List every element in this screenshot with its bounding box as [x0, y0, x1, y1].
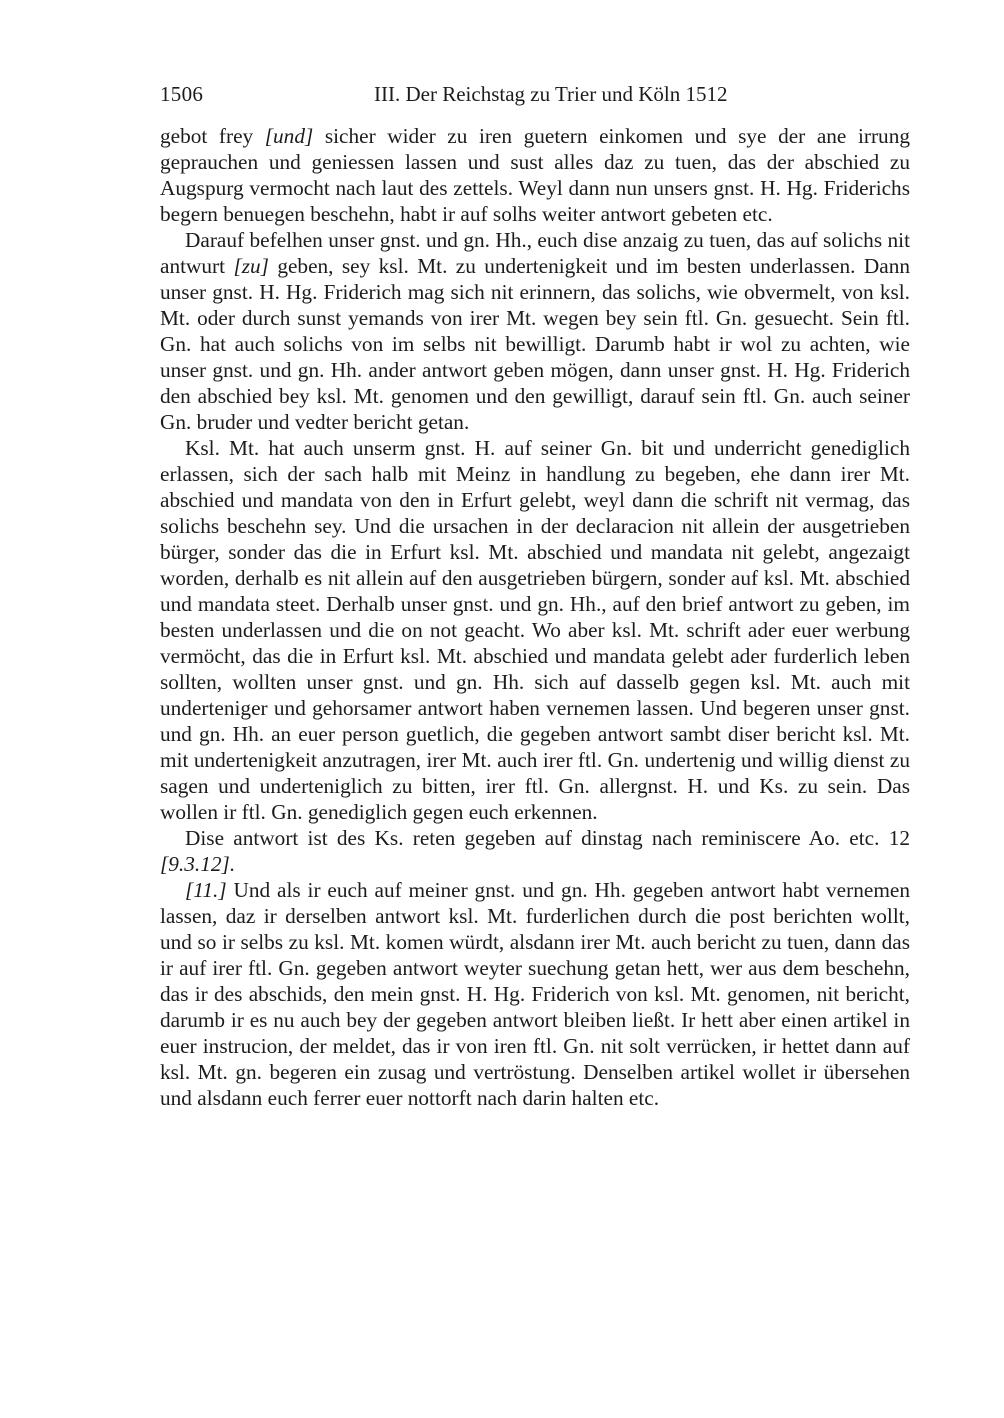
paragraph [160, 123, 910, 227]
paragraph [160, 877, 910, 1111]
text-run: Und als ir euch auf meiner gnst. und gn. Hh. gegeben antwort habt vernemen lassen, daz ir derselben antwort ksl. Mt. furderlichen durch die post berichten wollt, und so ir selbs zu ksl. Mt. komen würdt, alsdann irer Mt. auch bericht zu tuen, dann das ir auf irer ftl. Gn. gegeben antwort weyter suechung getan hett, wer aus dem beschehn, das ir des abschids, den mein gnst. H. Hg. Friderich von ksl. Mt. genomen, nit bericht, darumb ir es nu auch bey der gegeben antwort bleiben ließt. Ir hett aber einen artikel in euer instrucion, der meldet, das ir von iren ftl. Gn. nit solt verrücken, ir hettet dann auf ksl. Mt. gn. begeren ein zusag und vertröstung. Denselben artikel wollet ir übersehen und alsdann euch ferrer euer nottorft nach darin halten etc. [160, 878, 910, 1110]
text-run: sicher wider zu iren guetern einkomen und sye der ane irrung geprauchen und geniessen lassen und sust alles daz zu tuen, das der abschied zu Augspurg vermocht nach laut des zettels. Weyl dann nun unsers gnst. H. Hg. Friderichs begern benuegen beschehn, habt ir auf solhs weiter antwort gebeten etc. [160, 124, 910, 226]
editorial-date: [9.3.12]. [160, 852, 236, 876]
text-run: Darauf befelhen unser gnst. und gn. Hh., euch dise anzaig zu tuen, das auf solichs nit antwurt [160, 228, 910, 278]
running-title: III. Der Reichstag zu Trier und Köln 1512 [374, 82, 728, 106]
section-number: [11.] [185, 878, 227, 902]
editorial-insertion: [zu] [233, 254, 269, 278]
paragraph [160, 227, 910, 435]
body-text [160, 123, 910, 1111]
paragraph [160, 435, 910, 825]
page-header [160, 80, 910, 110]
text-run: gebot frey [160, 124, 265, 148]
text-run: Dise antwort ist des Ks. reten gegeben auf dinstag nach reminiscere Ao. etc. 12 [185, 826, 910, 850]
text-run: Ksl. Mt. hat auch unserm gnst. H. auf seiner Gn. bit und underricht genediglich erlassen, sich der sach halb mit Meinz in handlung zu begeben, ehe dann irer Mt. abschied und mandata von den in Erfurt gelebt, weyl dann die schrift nit vermag, das solichs beschehn sey. Und die ursachen in der declaracion nit allein der ausgetrieben bürger, sonder das die in Erfurt ksl. Mt. abschied und mandata nit gelebt, angezaigt worden, derhalb es nit allein auf den ausgetrieben bürgern, sonder auf ksl. Mt. abschied und mandata steet. Derhalb unser gnst. und gn. Hh., auf den brief antwort zu geben, im besten underlassen und die on not geacht. Wo aber ksl. Mt. schrift ader euer werbung vermöcht, das die in Erfurt ksl. Mt. abschied und mandata gelebt ader furderlich leben sollten, wollten unser gnst. und gn. Hh. sich auf dasselb gegen ksl. Mt. auch mit underteniger und gehorsamer antwort haben vernemen lassen. Und begeren unser gnst. und gn. Hh. an euer person guetlich, die gegeben antwort sambt diser bericht ksl. Mt. mit undertenigkeit anzutragen, irer Mt. auch irer ftl. Gn. undertenig und willig dienst zu sagen und underteniglich zu bitten, irer ftl. Gn. allergnst. H. und Ks. zu sein. Das wollen ir ftl. Gn. genediglich gegen euch erkennen. [160, 436, 910, 824]
text-run: geben, sey ksl. Mt. zu undertenigkeit und im besten underlassen. Dann unser gnst. H. Hg. Friderich mag sich nit erinnern, das solichs, wie obvermelt, von ksl. Mt. oder durch sunst yemands von irer Mt. wegen bey sein ftl. Gn. gesuecht. Sein ftl. Gn. hat auch solichs von im selbs nit bewilligt. Darumb habt ir wol zu achten, wie unser gnst. und gn. Hh. ander antwort geben mögen, dann unser gnst. H. Hg. Friderich den abschied bey ksl. Mt. genomen und den gewilligt, darauf sein ftl. Gn. auch seiner Gn. bruder und vedter bericht getan. [160, 254, 910, 434]
paragraph [160, 825, 910, 877]
page-number: 1506 [160, 82, 204, 106]
editorial-insertion: [und] [264, 124, 314, 148]
